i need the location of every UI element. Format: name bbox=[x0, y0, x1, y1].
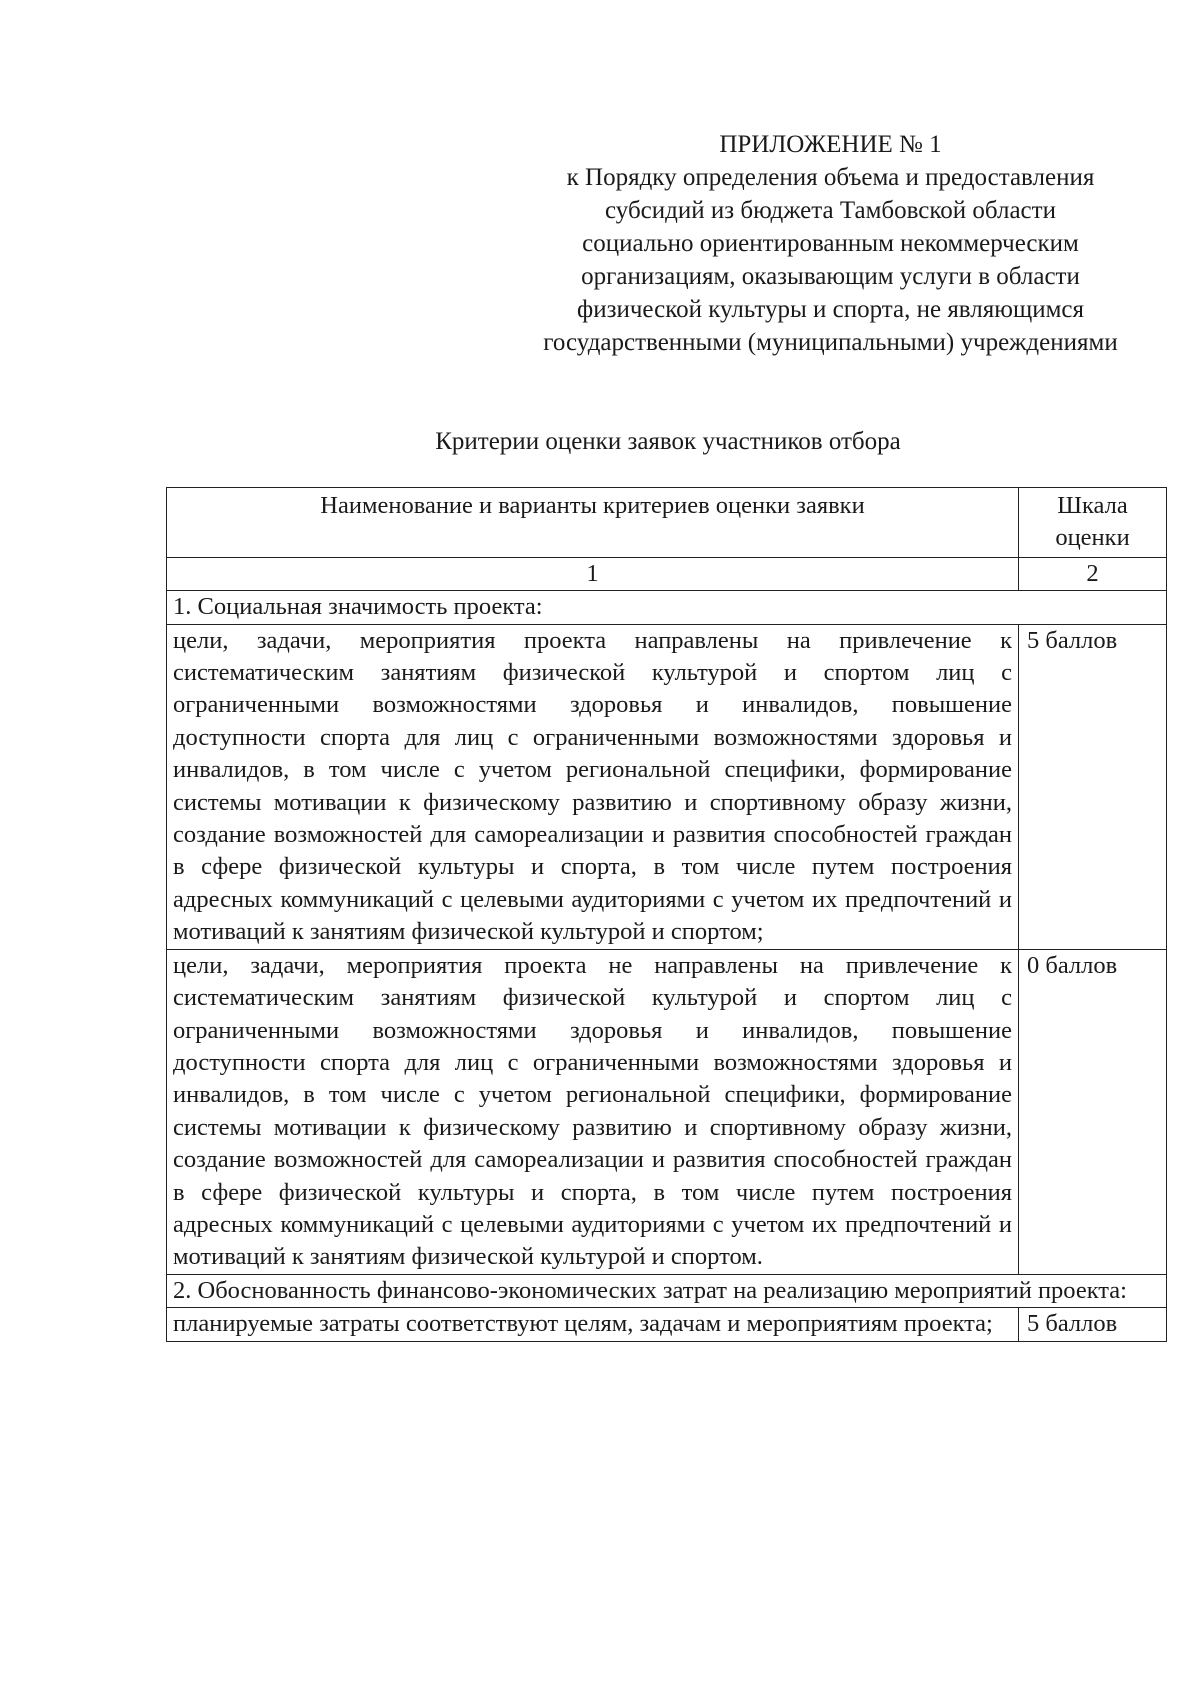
appendix-header bbox=[478, 128, 1183, 359]
appendix-title: ПРИЛОЖЕНИЕ № 1 bbox=[719, 131, 942, 158]
appendix-subtitle-line: субсидий из бюджета Тамбовской области bbox=[605, 197, 1056, 224]
column-header-score: Шкала оценки bbox=[1019, 488, 1167, 558]
criterion-row bbox=[167, 624, 1167, 949]
column-number: 1 bbox=[167, 557, 1019, 590]
column-number-row bbox=[167, 557, 1167, 590]
section-heading-row bbox=[167, 591, 1167, 624]
criterion-text: цели, задачи, мероприятия проекта направлены на привлечение к систематическим занятиям физической культурой и спортом лиц с ограниченными возможностями здоровья и инвалидов, повышение доступности спорта для лиц с ограниченными возможностями здоровья и инвалидов, в том числе с учетом региональной специфики, формирование системы мотивации к физическому развитию и спортивному образу жизни, создание возможностей для самореализации и развития способностей граждан в сфере физической культуры и спорта, в том числе путем построения адресных коммуникаций с целевыми аудиториями с учетом их предпочтений и мотиваций к занятиям физической культурой и спортом; bbox=[167, 624, 1019, 949]
criterion-score: 5 баллов bbox=[1019, 1308, 1167, 1341]
criterion-row bbox=[167, 949, 1167, 1274]
criterion-score: 0 баллов bbox=[1019, 949, 1167, 1274]
column-header-criteria: Наименование и варианты критериев оценки заявки bbox=[167, 488, 1019, 558]
criterion-score: 5 баллов bbox=[1019, 624, 1167, 949]
criteria-table bbox=[166, 487, 1167, 1342]
appendix-subtitle-line: физической культуры и спорта, не являющимся bbox=[577, 296, 1084, 323]
criterion-row bbox=[167, 1308, 1167, 1341]
column-number: 2 bbox=[1019, 557, 1167, 590]
appendix-subtitle-line: социально ориентированным некоммерческим bbox=[582, 230, 1079, 257]
section-heading-row bbox=[167, 1274, 1167, 1307]
criterion-text: планируемые затраты соответствуют целям, задачам и мероприятиям проекта; bbox=[167, 1308, 1019, 1341]
appendix-subtitle-line: организациям, оказывающим услуги в области bbox=[581, 263, 1080, 290]
criterion-text: цели, задачи, мероприятия проекта не направлены на привлечение к систематическим занятиям физической культурой и спортом лиц с ограниченными возможностями здоровья и инвалидов, повышение доступности спорта для лиц с ограниченными возможностями здоровья и инвалидов, в том числе с учетом региональной специфики, формирование системы мотивации к физическому развитию и спортивному образу жизни, создание возможностей для самореализации и развития способностей граждан в сфере физической культуры и спорта, в том числе путем построения адресных коммуникаций с целевыми аудиториями с учетом их предпочтений и мотиваций к занятиям физической культурой и спортом. bbox=[167, 949, 1019, 1274]
section-heading: 1. Социальная значимость проекта: bbox=[167, 591, 1167, 624]
appendix-subtitle-line: государственными (муниципальными) учреждениями bbox=[543, 329, 1118, 356]
document-title: Критерии оценки заявок участников отбора bbox=[435, 428, 901, 455]
section-heading: 2. Обоснованность финансово-экономических затрат на реализацию мероприятий проекта: bbox=[167, 1274, 1167, 1307]
table-header-row bbox=[167, 488, 1167, 558]
appendix-subtitle-line: к Порядку определения объема и предоставления bbox=[566, 164, 1095, 191]
